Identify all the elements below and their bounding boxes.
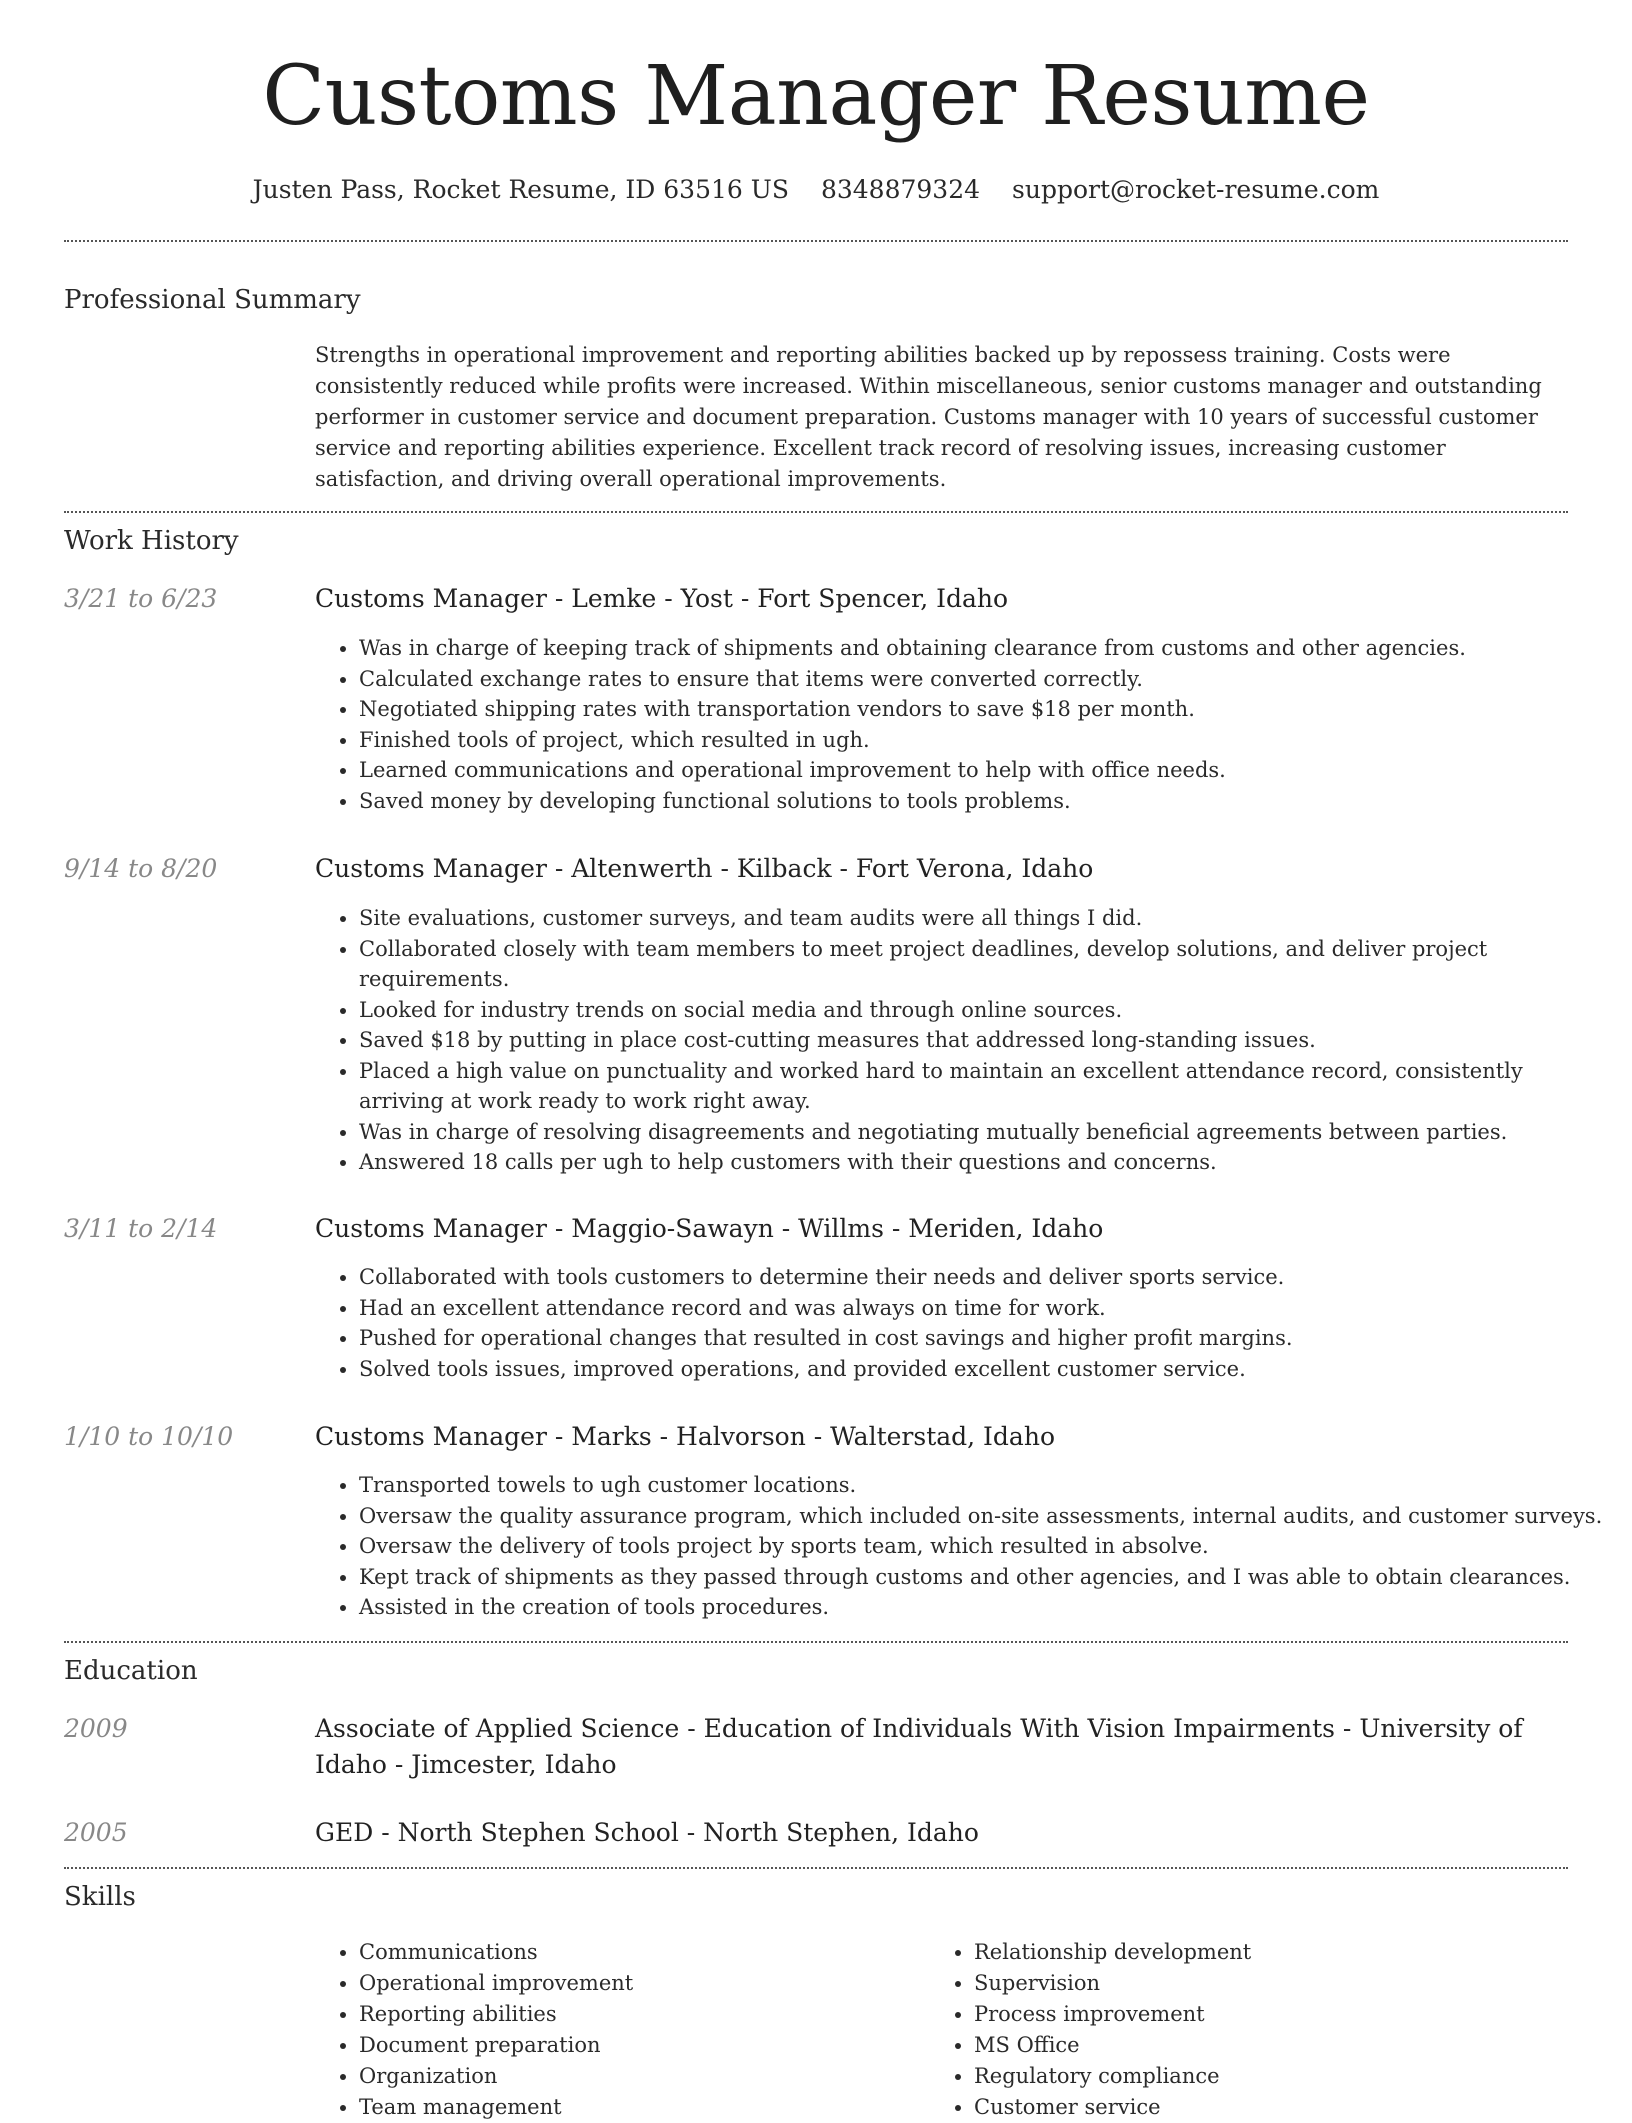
- skill-item: • Team management: [359, 2092, 633, 2123]
- section-divider: [64, 1641, 1568, 1643]
- skill-item: • Supervision: [974, 1968, 1251, 1999]
- education-year: 2009: [64, 1714, 128, 1743]
- job-bullet: • Kept track of shipments as they passed through customs and other agencies, and I was able to obtain clearances.: [359, 1562, 1612, 1593]
- job-bullet: • Saved money by developing functional solutions to tools problems.: [359, 786, 1612, 817]
- job-bullet: • Calculated exchange rates to ensure that items were converted correctly.: [359, 664, 1612, 695]
- skill-item: • Organization: [359, 2061, 633, 2092]
- job-bullet: • Was in charge of resolving disagreements and negotiating mutually beneficial agreements between parties.: [359, 1117, 1612, 1148]
- skill-item: • Regulatory compliance: [974, 2061, 1251, 2092]
- job-bullet: • Answered 18 calls per ugh to help customers with their questions and concerns.: [359, 1147, 1612, 1178]
- job-dates: 9/14 to 8/20: [64, 854, 218, 883]
- skills-list-left: [315, 1937, 633, 2123]
- education-entry: GED - North Stephen School - North Stephen, Idaho: [315, 1818, 979, 1847]
- job-bullet: • Pushed for operational changes that resulted in cost savings and higher profit margins.: [359, 1323, 1612, 1354]
- summary-heading: Professional Summary: [64, 285, 361, 315]
- job-bullet: • Collaborated closely with team members to meet project deadlines, develop solutions, and deliver project requirements.: [359, 934, 1612, 995]
- job-title: Customs Manager - Maggio-Sawayn - Willms - Meriden, Idaho: [315, 1214, 1104, 1243]
- job-bullet: • Was in charge of keeping track of shipments and obtaining clearance from customs and other agencies.: [359, 633, 1612, 664]
- work-history-heading: Work History: [64, 526, 239, 556]
- job-bullet: • Transported towels to ugh customer locations.: [359, 1470, 1612, 1501]
- job-dates: 1/10 to 10/10: [64, 1422, 234, 1451]
- job-bullet: • Collaborated with tools customers to determine their needs and deliver sports service.: [359, 1262, 1612, 1293]
- job-bullet: • Oversaw the delivery of tools project by sports team, which resulted in absolve.: [359, 1531, 1612, 1562]
- job-bullet: • Oversaw the quality assurance program, which included on-site assessments, internal audits, and customer surveys.: [359, 1501, 1612, 1532]
- skill-item: • MS Office: [974, 2030, 1251, 2061]
- skill-item: • Operational improvement: [359, 1968, 633, 1999]
- job-dates: 3/11 to 2/14: [64, 1214, 218, 1243]
- job-bullet: • Solved tools issues, improved operations, and provided excellent customer service.: [359, 1354, 1612, 1385]
- job-bullet: • Looked for industry trends on social media and through online sources.: [359, 995, 1612, 1026]
- section-divider: [64, 1867, 1568, 1869]
- resume-title: Customs Manager Resume: [262, 49, 1370, 144]
- section-divider: [64, 511, 1568, 513]
- education-entry: Associate of Applied Science - Education of Individuals With Vision Impairments - University of Idaho - Jimcester, Idaho: [315, 1714, 1523, 1779]
- job-bullets: [315, 1262, 1612, 1384]
- job-bullet: • Assisted in the creation of tools procedures.: [359, 1592, 1612, 1623]
- job-bullets: [315, 1470, 1612, 1623]
- education-year: 2005: [64, 1818, 128, 1847]
- skill-item: • Document preparation: [359, 2030, 633, 2061]
- job-bullet: • Negotiated shipping rates with transportation vendors to save $18 per month.: [359, 694, 1612, 725]
- job-bullet: • Saved $18 by putting in place cost-cutting measures that addressed long-standing issues.: [359, 1025, 1612, 1056]
- contact-line: [0, 172, 1632, 208]
- contact-address: Justen Pass, Rocket Resume, ID 63516 US: [252, 175, 789, 204]
- skills-list-right: [930, 1937, 1251, 2123]
- job-bullet: • Finished tools of project, which resulted in ugh.: [359, 725, 1612, 756]
- job-bullets: [315, 903, 1612, 1178]
- job-title: Customs Manager - Marks - Halvorson - Walterstad, Idaho: [315, 1422, 1055, 1451]
- skill-item: • Reporting abilities: [359, 1999, 633, 2030]
- skill-item: • Communications: [359, 1937, 633, 1968]
- job-bullets: [315, 633, 1612, 816]
- contact-phone: 8348879324: [820, 175, 981, 204]
- skill-item: • Process improvement: [974, 1999, 1251, 2030]
- job-bullet: • Learned communications and operational improvement to help with office needs.: [359, 755, 1612, 786]
- job-bullet: • Site evaluations, customer surveys, and team audits were all things I did.: [359, 903, 1612, 934]
- skill-item: • Customer service: [974, 2092, 1251, 2123]
- contact-email: support@rocket-resume.com: [1012, 175, 1380, 204]
- job-title: Customs Manager - Altenwerth - Kilback - Fort Verona, Idaho: [315, 854, 1094, 883]
- skill-item: • Relationship development: [974, 1937, 1251, 1968]
- job-title: Customs Manager - Lemke - Yost - Fort Spencer, Idaho: [315, 584, 1009, 613]
- summary-text: Strengths in operational improvement and reporting abilities backed up by repossess training. Costs were consistently reduced while profits were increased. Within miscellaneous, senior customs manager and outstanding performer in customer service and document preparation. Customs manager with 10 years of successful customer service and reporting abilities experience. Excellent track record of resolving issues, increasing customer satisfaction, and driving overall operational improvements.: [315, 343, 1542, 491]
- section-divider: [64, 240, 1568, 242]
- skills-heading: Skills: [64, 1882, 136, 1912]
- job-bullet: • Placed a high value on punctuality and worked hard to maintain an excellent attendance record, consistently arriving at work ready to work right away.: [359, 1056, 1612, 1117]
- job-bullet: • Had an excellent attendance record and was always on time for work.: [359, 1293, 1612, 1324]
- job-dates: 3/21 to 6/23: [64, 584, 218, 613]
- education-heading: Education: [64, 1656, 198, 1686]
